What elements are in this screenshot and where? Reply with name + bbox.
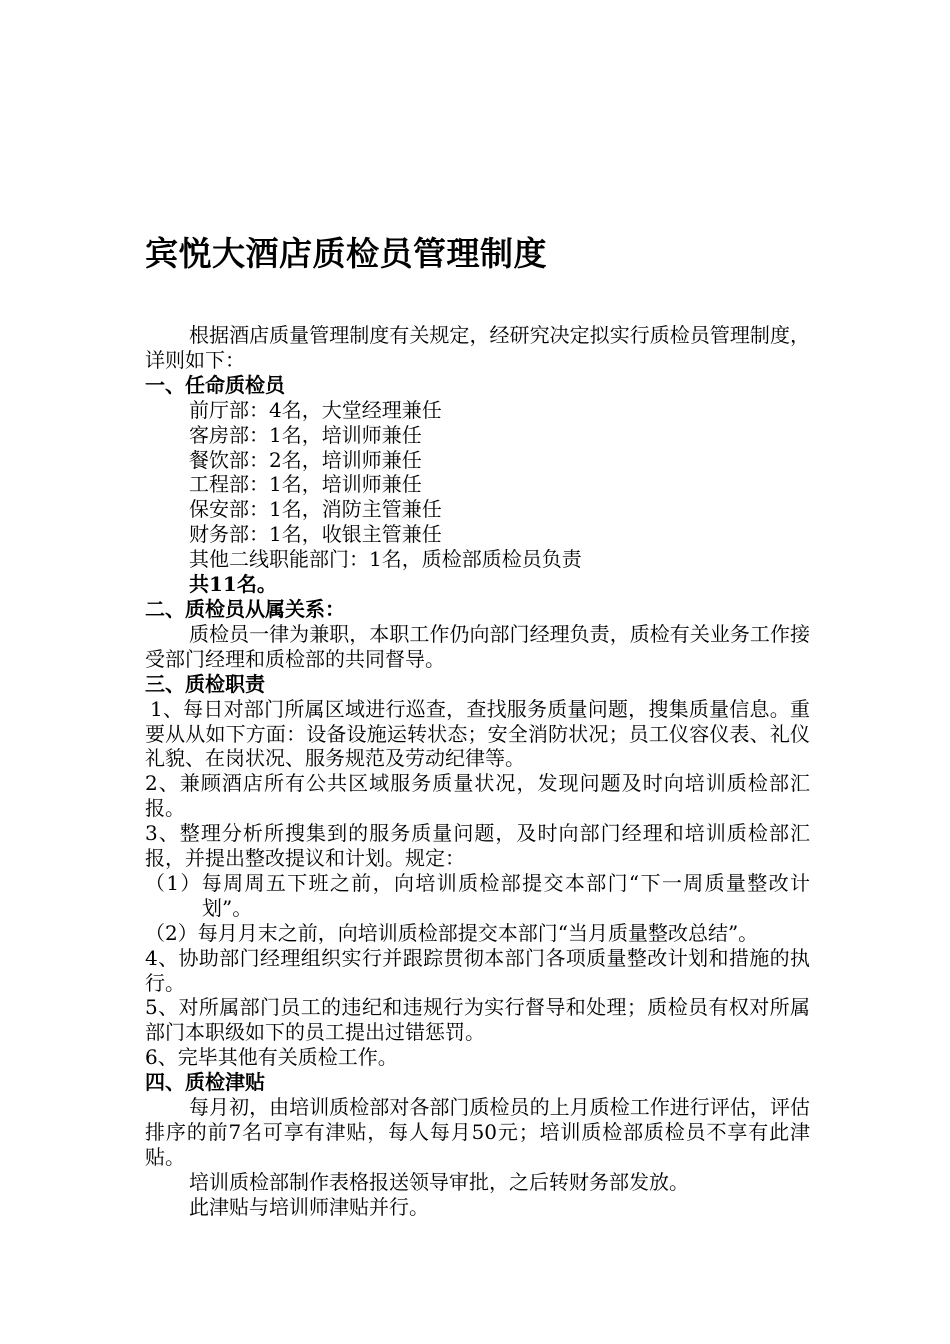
- section-heading-1: 一、任命质检员: [145, 372, 285, 397]
- duty-subitem: （2）每月月末之前，向培训质检部提交本部门“当月质量整改总结”。: [145, 920, 759, 945]
- intro-paragraph: 根据酒店质量管理制度有关规定，经研究决定拟实行质检员管理制度，详则如下：: [145, 323, 810, 372]
- affiliation-paragraph: 质检员一律为兼职，本职工作仍向部门经理负责，质检有关业务工作接受部门经理和质检部的共同督导。: [145, 621, 810, 671]
- staff-item: 餐饮部：2名，培训师兼任: [189, 447, 422, 472]
- staff-total: 共11名。: [189, 572, 277, 597]
- duty-item: 5、对所属部门员工的违纪和违规行为实行督导和处理；质检员有权对所属部门本职级如下的员工提出过错惩罚。: [145, 995, 810, 1045]
- document-title: 宾悦大酒店质检员管理制度: [145, 234, 547, 273]
- staff-item: 前厅部：4名，大堂经理兼任: [189, 397, 442, 422]
- document-body: [145, 323, 810, 1220]
- staff-item: 保安部：1名，消防主管兼任: [189, 497, 442, 522]
- section-heading-3: 三、质检职责: [145, 671, 265, 696]
- allowance-paragraph: 此津贴与培训师津贴并行。: [189, 1194, 429, 1219]
- allowance-paragraph: 每月初，由培训质检部对各部门质检员的上月质检工作进行评估，评估排序的前7名可享有津贴，每人每月50元；培训质检部质检员不享有此津贴。: [145, 1095, 810, 1169]
- staff-item: 工程部：1名，培训师兼任: [189, 472, 422, 497]
- allowance-paragraph: 培训质检部制作表格报送领导审批，之后转财务部发放。: [189, 1169, 689, 1194]
- duty-subitem: （1）每周周五下班之前，向培训质检部提交本部门“下一周质量整改计划”。: [145, 870, 810, 920]
- duty-item: 2、兼顾酒店所有公共区域服务质量状况，发现问题及时向培训质检部汇报。: [145, 771, 810, 821]
- duty-item: 6、完毕其他有关质检工作。: [145, 1045, 398, 1070]
- staff-item: 客房部：1名，培训师兼任: [189, 422, 422, 447]
- staff-item: 其他二线职能部门：1名，质检部质检员负责: [189, 547, 582, 572]
- duty-item: 3、整理分析所搜集到的服务质量问题，及时向部门经理和培训质检部汇报，并提出整改提议和计划。规定：: [145, 821, 810, 871]
- section-heading-4: 四、质检津贴: [145, 1070, 265, 1095]
- section-heading-2: 二、质检员从属关系：: [145, 596, 345, 621]
- duty-item: 4、协助部门经理组织实行并跟踪贯彻本部门各项质量整改计划和措施的执行。: [145, 945, 810, 995]
- staff-item: 财务部：1名，收银主管兼任: [189, 522, 442, 547]
- duty-item: 1、每日对部门所属区域进行巡查，查找服务质量问题，搜集质量信息。重要从从如下方面：设备设施运转状态；安全消防状况；员工仪容仪表、礼仪礼貌、在岗状况、服务规范及劳动纪律等。: [145, 696, 810, 771]
